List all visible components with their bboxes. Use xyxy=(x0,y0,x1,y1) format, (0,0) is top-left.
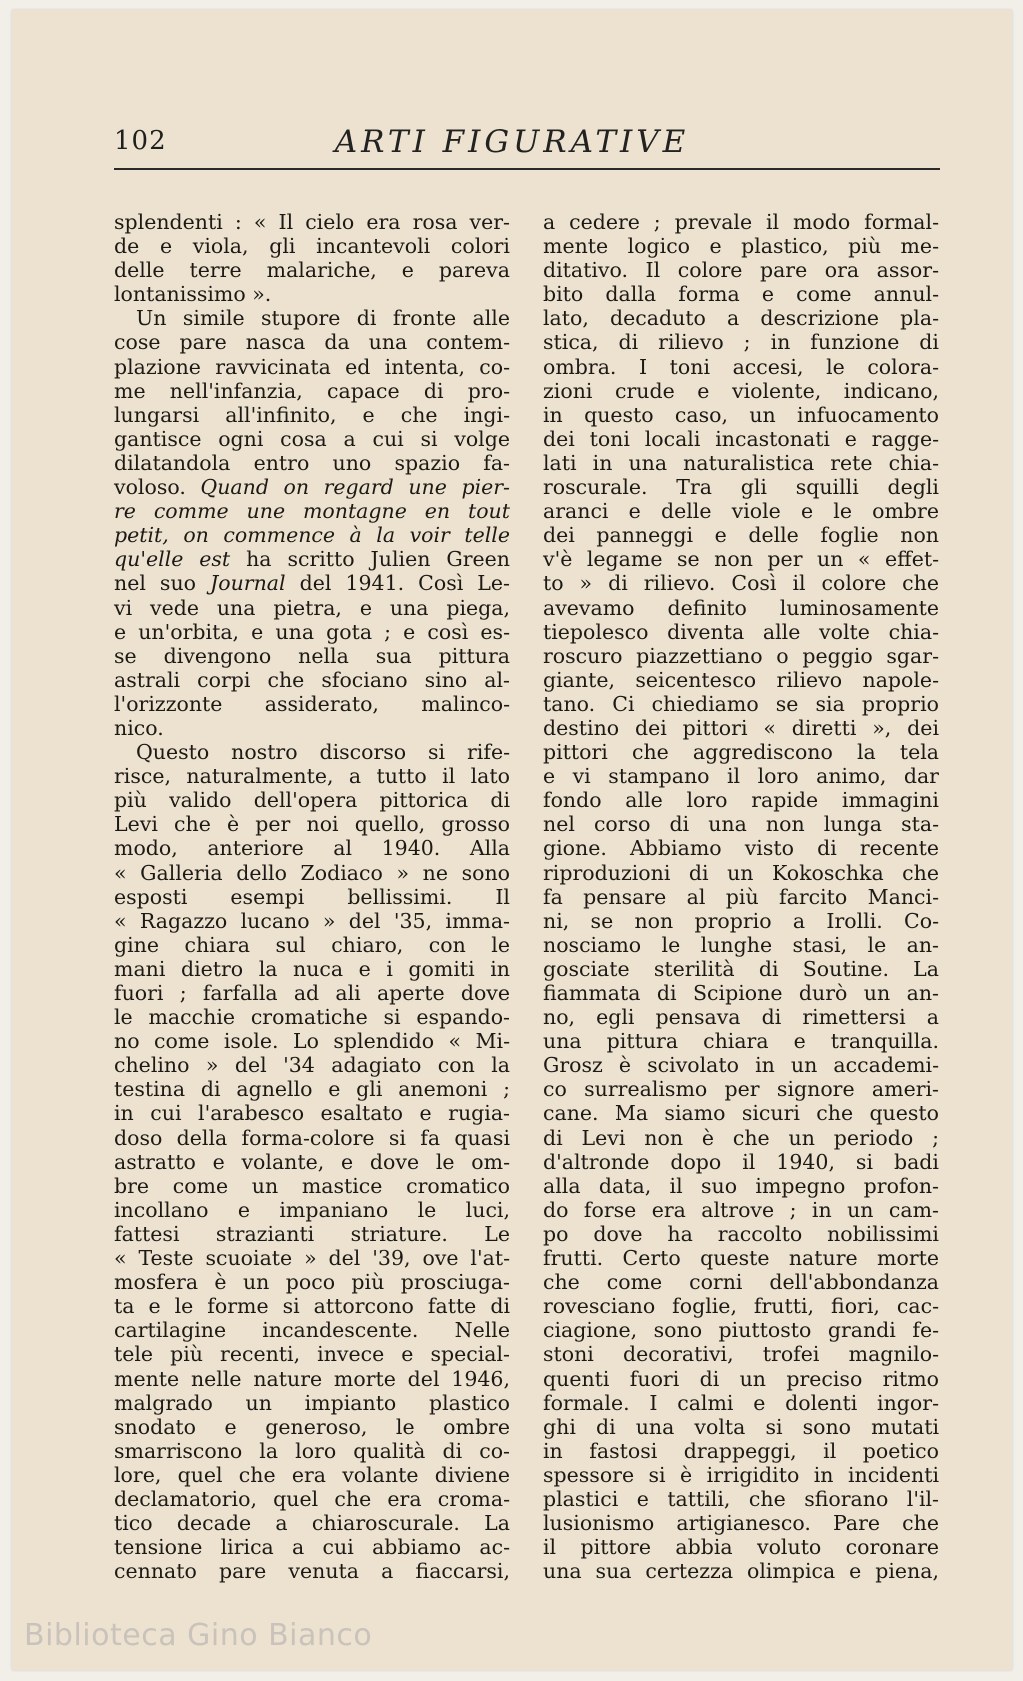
text-line: cane. Ma siamo sicuri che questo xyxy=(543,1101,939,1126)
text-line: ombra. I toni accesi, le colora- xyxy=(543,354,939,379)
quote-line: re comme une montagne en tout xyxy=(114,499,510,524)
text-line: v'è legame se non per un « effet- xyxy=(543,547,939,572)
text-line: po dove ha raccolto nobilissimi xyxy=(543,1221,939,1246)
text-line: alla data, il suo impegno profon- xyxy=(543,1173,939,1198)
text-line: formale. I calmi e dolenti ingor- xyxy=(543,1390,939,1415)
text-line: in fastosi drappeggi, il poetico xyxy=(543,1438,939,1463)
text-line: una pittura chiara e tranquilla. xyxy=(543,1029,939,1054)
text-line: lontanissimo ». xyxy=(114,282,272,307)
text-line: dei toni locali incastonati e ragge- xyxy=(543,426,939,451)
text-line xyxy=(114,475,510,499)
page-number: 102 xyxy=(114,126,167,156)
text-line: spessore si è irrigidito in incidenti xyxy=(543,1462,939,1487)
header-rule xyxy=(114,168,940,170)
text-line: mosfera è un poco più prosciuga- xyxy=(114,1270,510,1295)
text-line: in cui l'arabesco esaltato e rugia- xyxy=(114,1101,510,1126)
text-line: tiepolesco diventa alle volte chia- xyxy=(543,619,939,644)
text-line: mente logico e plastico, più me- xyxy=(543,234,939,259)
text-line: che come corni dell'abbondanza xyxy=(543,1270,939,1295)
text-line: ghi di una volta si sono mutati xyxy=(543,1414,939,1439)
text-line: chelino » del '34 adagiato con la xyxy=(114,1053,510,1078)
text-line: lato, decaduto a descrizione pla- xyxy=(543,306,939,331)
text-line: roscuro piazzettiano o peggio sgar- xyxy=(543,643,939,668)
text-line: Grosz è scivolato in un accademi- xyxy=(543,1053,939,1078)
text-line: nico. xyxy=(114,715,164,740)
text-line: di Levi non è che un periodo ; xyxy=(543,1125,939,1150)
text-line: quenti fuori di un preciso ritmo xyxy=(543,1366,939,1391)
quote-fragment: Quand on regard une pier- xyxy=(200,475,510,500)
text-line: gantisce ogni cosa a cui si volge xyxy=(114,426,510,451)
text-line: cose pare nasca da una contem- xyxy=(114,330,510,355)
text-line: declamatorio, quel che era croma- xyxy=(114,1486,510,1511)
text-line: do forse era altrove ; in un cam- xyxy=(543,1197,939,1222)
watermark-text: Biblioteca Gino Bianco xyxy=(24,1618,373,1653)
text-line: « Galleria dello Zodiaco » ne sono xyxy=(114,860,510,885)
text-line: tele più recenti, invece e special- xyxy=(114,1342,510,1367)
text-line: gione. Abbiamo visto di recente xyxy=(543,836,939,861)
text-line: astrali corpi che sfociano sino al- xyxy=(114,667,510,692)
text-line: aranci e delle viole e le ombre xyxy=(543,499,939,524)
journal-title: Journal xyxy=(210,571,286,596)
text-line xyxy=(114,571,510,595)
text-line: no, egli pensava di rimettersi a xyxy=(543,1005,939,1030)
text-line: astratto e volante, e dove le om- xyxy=(114,1149,510,1174)
text-fragment: ha scritto Julien Green xyxy=(246,547,510,572)
text-line: no come isole. Lo splendido « Mi- xyxy=(114,1029,510,1054)
text-line: bito dalla forma e come annul- xyxy=(543,282,939,307)
text-line: to » di rilievo. Così il colore che xyxy=(543,571,939,596)
text-line: d'altronde dopo il 1940, si badi xyxy=(543,1149,939,1174)
left-column xyxy=(114,210,510,1583)
text-fragment: nel suo xyxy=(114,571,196,596)
text-line: una sua certezza olimpica e piena, xyxy=(543,1559,939,1584)
text-line: avevamo definito luminosamente xyxy=(543,595,939,620)
text-line: dilatandola entro uno spazio fa- xyxy=(114,450,510,475)
text-line: doso della forma-colore si fa quasi xyxy=(114,1125,510,1150)
text-line: tano. Ci chiediamo se sia proprio xyxy=(543,691,939,716)
text-line: Un simile stupore di fronte alle xyxy=(136,306,510,331)
text-line: riproduzioni di un Kokoschka che xyxy=(543,860,939,885)
text-line: « Teste scuoiate » del '39, ove l'at- xyxy=(114,1246,510,1271)
text-line: mani dietro la nuca e i gomiti in xyxy=(114,956,510,981)
text-line: nosciamo le lunghe stasi, le an- xyxy=(543,932,939,957)
text-line: « Ragazzo lucano » del '35, imma- xyxy=(114,908,510,933)
text-line xyxy=(114,547,510,571)
text-line: ta e le forme si attorcono fatte di xyxy=(114,1294,510,1319)
page-header xyxy=(102,106,922,166)
text-line: più valido dell'opera pittorica di xyxy=(114,788,510,813)
text-line: le macchie cromatiche si espando- xyxy=(114,1005,510,1030)
text-line: esposti esempi bellissimi. Il xyxy=(114,884,510,909)
text-line: lore, quel che era volante diviene xyxy=(114,1462,510,1487)
text-line: lungarsi all'infinito, e che ingi- xyxy=(114,402,510,427)
text-line: ni, se non proprio a Irolli. Co- xyxy=(543,908,939,933)
text-line: de e viola, gli incantevoli colori xyxy=(114,234,510,259)
text-fragment: del 1941. Così Le- xyxy=(299,571,510,596)
text-line: malgrado un impianto plastico xyxy=(114,1390,510,1415)
text-line: plastici e tattili, che sfiorano l'il- xyxy=(543,1486,939,1511)
text-line: roscurale. Tra gli squilli degli xyxy=(543,475,939,500)
text-line: gosciate sterilità di Soutine. La xyxy=(543,956,939,981)
text-line: co surrealismo per signore ameri- xyxy=(543,1077,939,1102)
text-line: Questo nostro discorso si rife- xyxy=(136,740,510,765)
text-line: destino dei pittori « diretti », dei xyxy=(543,715,939,740)
text-line: Levi che è per noi quello, grosso xyxy=(114,812,510,837)
text-line: lusionismo artigianesco. Pare che xyxy=(543,1511,939,1536)
text-line: e un'orbita, e una gota ; e così es- xyxy=(114,619,510,644)
text-line: se divengono nella sua pittura xyxy=(114,643,510,668)
text-line: rovesciano foglie, frutti, fiori, cac- xyxy=(543,1294,939,1319)
text-line: in questo caso, un infuocamento xyxy=(543,402,939,427)
text-line: cennato pare venuta a fiaccarsi, xyxy=(114,1559,510,1584)
text-line: e vi stampano il loro animo, dar xyxy=(543,764,939,789)
text-line: frutti. Certo queste nature morte xyxy=(543,1246,939,1271)
text-line: ditativo. Il colore pare ora assor- xyxy=(543,258,939,283)
text-line: modo, anteriore al 1940. Alla xyxy=(114,836,510,861)
text-line: stoni decorativi, trofei magnilo- xyxy=(543,1342,939,1367)
text-line: gine chiara sul chiaro, con le xyxy=(114,932,510,957)
text-line: vi vede una pietra, e una piega, xyxy=(114,595,510,620)
text-line: zioni crude e violente, indicano, xyxy=(543,378,939,403)
quote-line: petit, on commence à la voir telle xyxy=(114,523,510,548)
text-line: delle terre malariche, e pareva xyxy=(114,258,510,283)
text-line: ciagione, sono piuttosto grandi fe- xyxy=(543,1318,939,1343)
text-line: lati in una naturalistica rete chia- xyxy=(543,450,939,475)
text-line: giante, seicentesco rilievo napole- xyxy=(543,667,939,692)
right-column xyxy=(543,210,939,1583)
text-line: fiammata di Scipione durò un an- xyxy=(543,981,939,1005)
text-line: dei panneggi e delle foglie non xyxy=(543,523,939,548)
text-line: plazione ravvicinata ed intenta, co- xyxy=(114,354,510,379)
text-line: risce, naturalmente, a tutto il lato xyxy=(114,764,510,789)
text-line: bre come un mastice cromatico xyxy=(114,1173,510,1198)
text-line: fattesi strazianti striature. Le xyxy=(114,1221,510,1246)
text-line: il pittore abbia voluto coronare xyxy=(543,1535,939,1560)
text-line: me nell'infanzia, capace di pro- xyxy=(114,378,510,403)
page xyxy=(12,10,1012,1670)
text-line: a cedere ; prevale il modo formal- xyxy=(543,210,939,234)
text-line: stica, di rilievo ; in funzione di xyxy=(543,330,939,355)
text-line: snodato e generoso, le ombre xyxy=(114,1414,510,1439)
text-fragment: voloso. xyxy=(114,475,186,500)
text-line: fuori ; farfalla ad ali aperte dove xyxy=(114,981,510,1005)
text-line: cartilagine incandescente. Nelle xyxy=(114,1318,510,1343)
text-line: nel corso di una non lunga sta- xyxy=(543,812,939,837)
text-line: smarriscono la loro qualità di co- xyxy=(114,1438,510,1463)
text-line: fondo alle loro rapide immagini xyxy=(543,788,939,813)
text-line: splendenti : « Il cielo era rosa ver- xyxy=(114,210,510,234)
text-line: tico decade a chiaroscurale. La xyxy=(114,1511,510,1536)
text-line: mente nelle nature morte del 1946, xyxy=(114,1366,510,1391)
text-line: fa pensare al più farcito Manci- xyxy=(543,884,939,909)
text-line: incollano e impaniano le luci, xyxy=(114,1197,510,1222)
running-title: ARTI FIGURATIVE xyxy=(334,124,690,160)
quote-fragment: qu'elle est xyxy=(114,547,231,572)
text-line: testina di agnello e gli anemoni ; xyxy=(114,1077,510,1102)
text-line: pittori che aggrediscono la tela xyxy=(543,740,939,765)
text-line: l'orizzonte assiderato, malinco- xyxy=(114,691,510,716)
text-line: tensione lirica a cui abbiamo ac- xyxy=(114,1535,510,1560)
